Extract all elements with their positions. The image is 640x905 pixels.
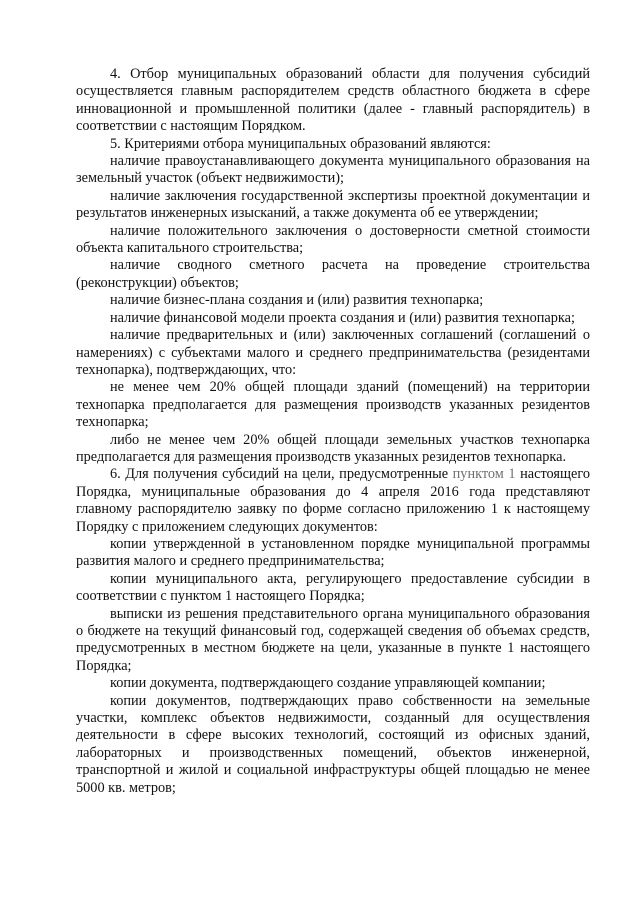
document-item: копии муниципального акта, регулирующего предоставление субсидии в соответствии с пунктом 1 настоящего Порядка; <box>76 570 590 605</box>
criterion-subitem: не менее чем 20% общей площади зданий (помещений) на территории технопарка предполагается для размещения производств указанных резидентов технопарка; <box>76 379 590 431</box>
criterion-subitem: либо не менее чем 20% общей площади земельных участков технопарка предполагается для размещения производств указанных резидентов технопарка. <box>76 431 590 465</box>
paragraph-5: 5. Критериями отбора муниципальных образований являются: <box>110 135 491 152</box>
criterion-item: наличие заключения государственной экспертизы проектной документации и результатов инженерных изысканий, а также документа об ее утверждении; <box>76 187 590 222</box>
criterion-item: наличие финансовой модели проекта создания и (или) развития технопарка; <box>110 309 575 326</box>
paragraph-4: 4. Отбор муниципальных образований области для получения субсидий осуществляется главным распорядителем средств областного бюджета в сфере инновационной и промышленной политики (далее - главный распорядитель) в соответствии с настоящим Порядком. <box>76 66 590 135</box>
paragraph-6-end: настоящего Порядка, муниципальные образования до 4 апреля 2016 года представляют главному распорядителю заявку по форме согласно приложению 1 к настоящему Порядку с приложением следующих документов: <box>76 466 590 535</box>
document-item: выписки из решения представительного органа муниципального образования о бюджете на текущий финансовый год, содержащей сведения об объемах средств, предусмотренных в местном бюджете на цели, указанные в пункте 1 настоящего Порядка; <box>76 605 590 674</box>
criterion-item: наличие положительного заключения о достоверности сметной стоимости объекта капитального строительства; <box>76 222 590 257</box>
paragraph-6-start: 6. Для получения субсидий на цели, предусмотренные <box>110 466 453 483</box>
document-page <box>76 66 590 797</box>
criterion-item: наличие бизнес-плана создания и (или) развития технопарка; <box>110 292 484 309</box>
document-item: копии утвержденной в установленном порядке муниципальной программы развития малого и среднего предпринимательства; <box>76 535 590 570</box>
criterion-item: наличие сводного сметного расчета на проведение строительства (реконструкции) объектов; <box>76 257 590 291</box>
document-item: копии документов, подтверждающих право собственности на земельные участки, комплекс объектов недвижимости, созданный для осуществления деятельности в сфере высоких технологий, состоящий из офисных зданий, лабораторных и производственных помещений, объектов инженерной, транспортной и жилой и социальной инфраструктуры общей площадью не менее 5000 кв. метров; <box>76 692 590 796</box>
document-item: копии документа, подтверждающего создание управляющей компании; <box>110 675 546 692</box>
point-1-link[interactable]: пунктом 1 <box>452 466 516 483</box>
criterion-item: наличие предварительных и (или) заключенных соглашений (соглашений о намерениях) с субъектами малого и среднего предпринимательства (резидентами технопарка), подтверждающих, что: <box>76 327 590 378</box>
paragraph-6 <box>76 466 590 536</box>
criterion-item: наличие правоустанавливающего документа муниципального образования на земельный участок (объект недвижимости); <box>76 153 590 187</box>
